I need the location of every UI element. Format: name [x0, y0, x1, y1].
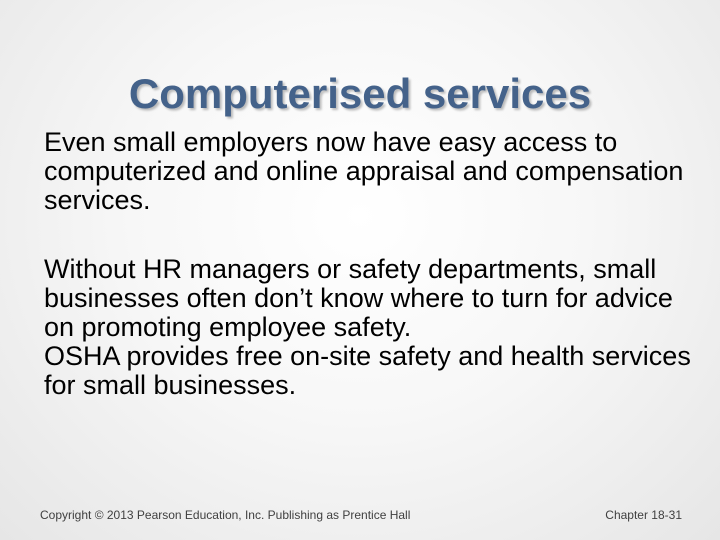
copyright-footer: Copyright © 2013 Pearson Education, Inc. Publishing as Prentice Hall [40, 508, 411, 522]
paragraph-safety-advice: Without HR managers or safety departments, small businesses often don’t know where to turn for advice on promoting employee safety. [44, 254, 673, 342]
slide-title: Computerised services [128, 70, 592, 117]
paragraph-osha-services: OSHA provides free on-site safety and health services for small businesses. [44, 341, 691, 400]
chapter-page-number: Chapter 18-31 [605, 508, 682, 522]
paragraph-computerized-services: Even small employers now have easy access to computerized and online appraisal and compensation services. [44, 127, 684, 215]
slide-body [44, 128, 704, 400]
